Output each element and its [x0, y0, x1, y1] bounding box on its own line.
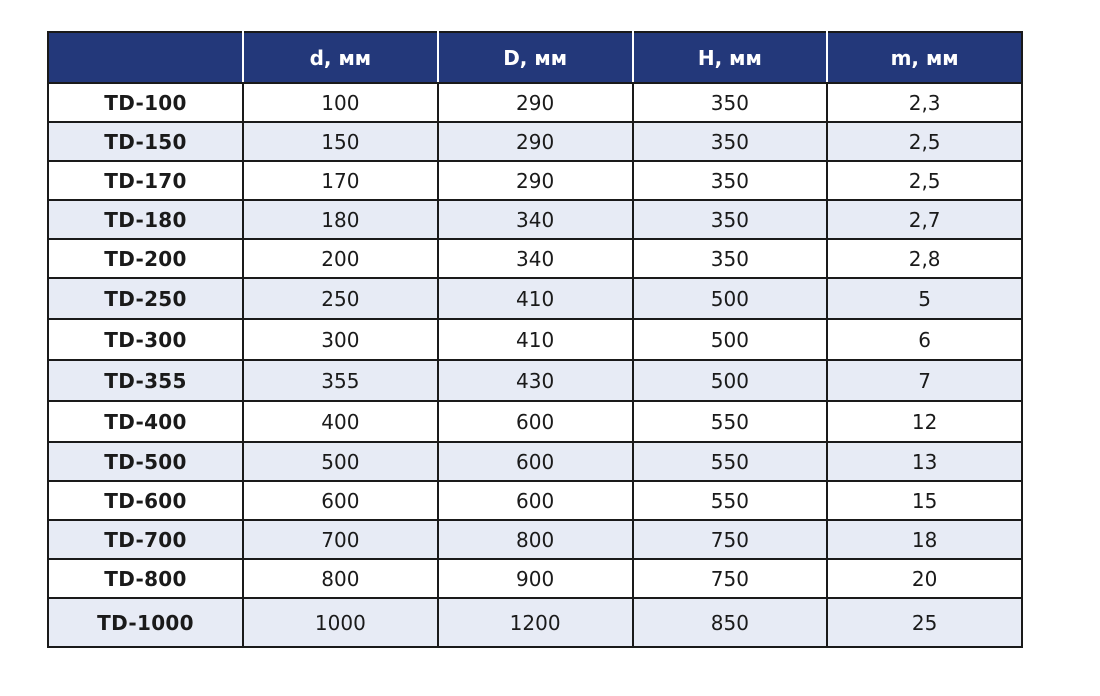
table-row [48, 598, 1022, 647]
m-cell: 13 [827, 442, 1022, 481]
header-cell-d: d, мм [243, 32, 438, 83]
table-row [48, 83, 1022, 122]
table-row [48, 161, 1022, 200]
model-cell: TD-170 [48, 161, 243, 200]
m-cell: 5 [827, 278, 1022, 319]
model-cell: TD-100 [48, 83, 243, 122]
D-cell: 290 [438, 122, 633, 161]
model-cell: TD-180 [48, 200, 243, 239]
d-cell: 400 [243, 401, 438, 442]
H-cell: 750 [633, 520, 828, 559]
H-cell: 550 [633, 401, 828, 442]
D-cell: 800 [438, 520, 633, 559]
table-row [48, 401, 1022, 442]
D-cell: 600 [438, 401, 633, 442]
model-cell: TD-600 [48, 481, 243, 520]
D-cell: 600 [438, 442, 633, 481]
d-cell: 600 [243, 481, 438, 520]
model-cell: TD-300 [48, 319, 243, 360]
d-cell: 200 [243, 239, 438, 278]
H-cell: 350 [633, 83, 828, 122]
H-cell: 550 [633, 442, 828, 481]
D-cell: 290 [438, 83, 633, 122]
table-header [48, 32, 1022, 83]
m-cell: 18 [827, 520, 1022, 559]
d-cell: 700 [243, 520, 438, 559]
header-row [48, 32, 1022, 83]
d-cell: 300 [243, 319, 438, 360]
D-cell: 340 [438, 239, 633, 278]
m-cell: 15 [827, 481, 1022, 520]
m-cell: 2,5 [827, 161, 1022, 200]
d-cell: 180 [243, 200, 438, 239]
D-cell: 900 [438, 559, 633, 598]
H-cell: 550 [633, 481, 828, 520]
D-cell: 410 [438, 319, 633, 360]
H-cell: 350 [633, 122, 828, 161]
model-cell: TD-500 [48, 442, 243, 481]
table-body [48, 83, 1022, 647]
H-cell: 500 [633, 319, 828, 360]
m-cell: 2,8 [827, 239, 1022, 278]
H-cell: 750 [633, 559, 828, 598]
table-row [48, 481, 1022, 520]
D-cell: 290 [438, 161, 633, 200]
model-cell: TD-800 [48, 559, 243, 598]
spec-table [47, 31, 1023, 648]
table-row [48, 442, 1022, 481]
H-cell: 350 [633, 239, 828, 278]
header-cell-H: H, мм [633, 32, 828, 83]
model-cell: TD-1000 [48, 598, 243, 647]
D-cell: 600 [438, 481, 633, 520]
m-cell: 2,5 [827, 122, 1022, 161]
model-cell: TD-400 [48, 401, 243, 442]
model-cell: TD-150 [48, 122, 243, 161]
m-cell: 2,7 [827, 200, 1022, 239]
d-cell: 170 [243, 161, 438, 200]
d-cell: 100 [243, 83, 438, 122]
m-cell: 20 [827, 559, 1022, 598]
table-row [48, 122, 1022, 161]
H-cell: 500 [633, 278, 828, 319]
table-row [48, 520, 1022, 559]
header-cell-m: m, мм [827, 32, 1022, 83]
table-row [48, 559, 1022, 598]
d-cell: 150 [243, 122, 438, 161]
D-cell: 340 [438, 200, 633, 239]
D-cell: 410 [438, 278, 633, 319]
d-cell: 500 [243, 442, 438, 481]
table-row [48, 239, 1022, 278]
H-cell: 350 [633, 200, 828, 239]
model-cell: TD-250 [48, 278, 243, 319]
d-cell: 355 [243, 360, 438, 401]
D-cell: 430 [438, 360, 633, 401]
table-row [48, 319, 1022, 360]
H-cell: 500 [633, 360, 828, 401]
d-cell: 250 [243, 278, 438, 319]
d-cell: 1000 [243, 598, 438, 647]
m-cell: 7 [827, 360, 1022, 401]
table-row [48, 360, 1022, 401]
m-cell: 2,3 [827, 83, 1022, 122]
table-row [48, 278, 1022, 319]
table-row [48, 200, 1022, 239]
d-cell: 800 [243, 559, 438, 598]
m-cell: 12 [827, 401, 1022, 442]
model-cell: TD-700 [48, 520, 243, 559]
D-cell: 1200 [438, 598, 633, 647]
model-cell: TD-355 [48, 360, 243, 401]
m-cell: 6 [827, 319, 1022, 360]
model-cell: TD-200 [48, 239, 243, 278]
m-cell: 25 [827, 598, 1022, 647]
H-cell: 850 [633, 598, 828, 647]
H-cell: 350 [633, 161, 828, 200]
header-cell-model [48, 32, 243, 83]
header-cell-D: D, мм [438, 32, 633, 83]
